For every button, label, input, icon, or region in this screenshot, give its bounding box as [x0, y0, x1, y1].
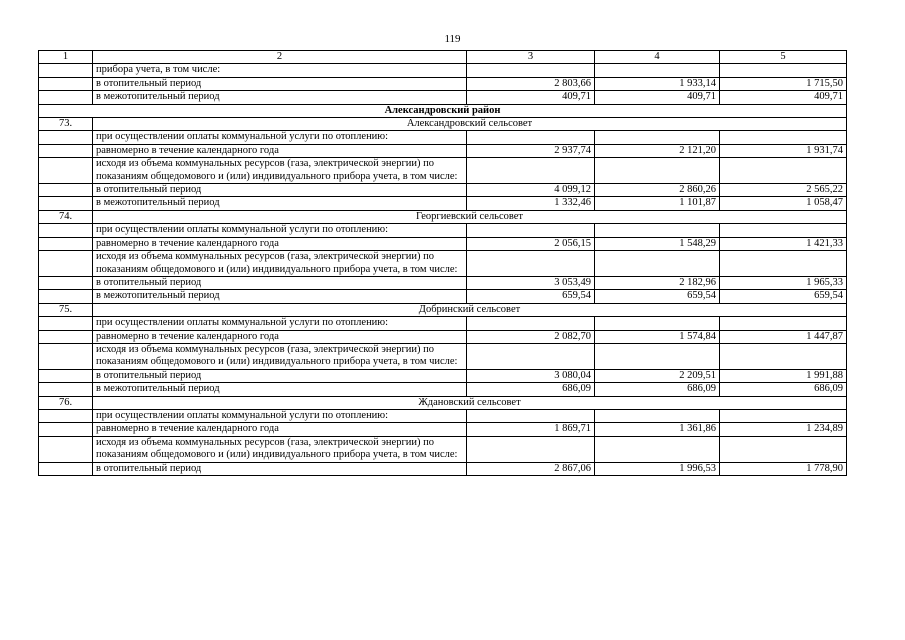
row-label: в отопительный период: [93, 276, 467, 289]
value-col-5: [720, 251, 847, 277]
row-label: в отопительный период: [93, 369, 467, 382]
row-label: исходя из объема коммунальных ресурсов (газа, электрической энергии) по показаниям общедомового и (или) индивидуального прибора учета, в том числе:: [93, 343, 467, 369]
row-label: в межотопительный период: [93, 91, 467, 104]
value-col-4: 1 101,87: [595, 197, 720, 210]
column-header-2: 2: [93, 51, 467, 64]
page-number: 119: [444, 33, 461, 45]
council-name: Ждановский сельсовет: [93, 396, 847, 409]
value-col-4: 1 548,29: [595, 237, 720, 250]
value-col-4: 1 933,14: [595, 77, 720, 90]
value-col-3: [467, 64, 595, 77]
row-label: прибора учета, в том числе:: [93, 64, 467, 77]
value-col-4: 2 209,51: [595, 369, 720, 382]
value-col-5: [720, 158, 847, 184]
council-number: 75.: [39, 303, 93, 316]
value-col-3: 2 056,15: [467, 237, 595, 250]
value-col-3: 2 803,66: [467, 77, 595, 90]
value-col-3: 686,09: [467, 383, 595, 396]
value-col-4: 2 121,20: [595, 144, 720, 157]
council-name: Георгиевский сельсовет: [93, 210, 847, 223]
council-number: 73.: [39, 118, 93, 131]
row-number-cell: [39, 317, 93, 330]
district-row: [39, 104, 847, 117]
value-col-5: 1 965,33: [720, 276, 847, 289]
row-label: в межотопительный период: [93, 197, 467, 210]
row-number-cell: [39, 369, 93, 382]
value-col-3: [467, 224, 595, 237]
value-col-3: [467, 131, 595, 144]
table-row: [39, 317, 847, 330]
value-col-3: 2 937,74: [467, 144, 595, 157]
table-row: [39, 383, 847, 396]
tariff-table: [38, 50, 847, 476]
row-number-cell: [39, 330, 93, 343]
table-row: [39, 330, 847, 343]
value-col-5: [720, 224, 847, 237]
row-label: равномерно в течение календарного года: [93, 330, 467, 343]
district-heading: Александровский район: [39, 104, 847, 117]
row-number-cell: [39, 436, 93, 462]
council-name: Александровский сельсовет: [93, 118, 847, 131]
row-label: при осуществлении оплаты коммунальной услуги по отоплению:: [93, 224, 467, 237]
value-col-3: [467, 409, 595, 422]
value-col-5: [720, 436, 847, 462]
tariff-table-body: [39, 51, 847, 476]
column-header-4: 4: [595, 51, 720, 64]
row-number-cell: [39, 144, 93, 157]
value-col-4: [595, 64, 720, 77]
row-label: в отопительный период: [93, 77, 467, 90]
value-col-4: [595, 131, 720, 144]
value-col-4: [595, 409, 720, 422]
row-number-cell: [39, 237, 93, 250]
value-col-5: 1 421,33: [720, 237, 847, 250]
table-row: [39, 409, 847, 422]
value-col-3: 3 053,49: [467, 276, 595, 289]
row-label: исходя из объема коммунальных ресурсов (газа, электрической энергии) по показаниям общедомового и (или) индивидуального прибора учета, в том числе:: [93, 251, 467, 277]
table-row: [39, 290, 847, 303]
row-label: исходя из объема коммунальных ресурсов (газа, электрической энергии) по показаниям общедомового и (или) индивидуального прибора учета, в том числе:: [93, 158, 467, 184]
row-number-cell: [39, 91, 93, 104]
value-col-3: 2 867,06: [467, 462, 595, 475]
table-row: [39, 158, 847, 184]
table-row: [39, 224, 847, 237]
value-col-4: [595, 224, 720, 237]
table-row: [39, 436, 847, 462]
table-row: [39, 276, 847, 289]
row-number-cell: [39, 197, 93, 210]
value-col-3: [467, 317, 595, 330]
column-header-3: 3: [467, 51, 595, 64]
value-col-4: [595, 317, 720, 330]
value-col-4: [595, 158, 720, 184]
row-number-cell: [39, 290, 93, 303]
table-row: [39, 77, 847, 90]
council-header-row: [39, 118, 847, 131]
table-row: [39, 237, 847, 250]
value-col-3: 659,54: [467, 290, 595, 303]
value-col-5: [720, 131, 847, 144]
value-col-3: 4 099,12: [467, 184, 595, 197]
row-number-cell: [39, 224, 93, 237]
table-row: [39, 131, 847, 144]
row-number-cell: [39, 462, 93, 475]
row-label: при осуществлении оплаты коммунальной услуги по отоплению:: [93, 409, 467, 422]
value-col-5: 1 778,90: [720, 462, 847, 475]
council-number: 74.: [39, 210, 93, 223]
value-col-4: [595, 436, 720, 462]
value-col-3: 1 332,46: [467, 197, 595, 210]
value-col-4: 2 182,96: [595, 276, 720, 289]
row-label: при осуществлении оплаты коммунальной услуги по отоплению:: [93, 317, 467, 330]
table-row: [39, 144, 847, 157]
council-header-row: [39, 396, 847, 409]
value-col-3: 2 082,70: [467, 330, 595, 343]
value-col-4: 686,09: [595, 383, 720, 396]
table-row: [39, 184, 847, 197]
council-header-row: [39, 210, 847, 223]
value-col-3: 1 869,71: [467, 423, 595, 436]
value-col-5: 1 715,50: [720, 77, 847, 90]
row-number-cell: [39, 383, 93, 396]
council-number: 76.: [39, 396, 93, 409]
value-col-4: 1 361,86: [595, 423, 720, 436]
value-col-4: 659,54: [595, 290, 720, 303]
table-row: [39, 251, 847, 277]
table-row: [39, 91, 847, 104]
row-label: равномерно в течение календарного года: [93, 237, 467, 250]
column-header-row: [39, 51, 847, 64]
value-col-3: 3 080,04: [467, 369, 595, 382]
council-header-row: [39, 303, 847, 316]
table-row: [39, 369, 847, 382]
value-col-5: 686,09: [720, 383, 847, 396]
row-label: в отопительный период: [93, 462, 467, 475]
row-number-cell: [39, 276, 93, 289]
value-col-5: 1 058,47: [720, 197, 847, 210]
row-label: равномерно в течение календарного года: [93, 144, 467, 157]
row-label: в межотопительный период: [93, 290, 467, 303]
value-col-3: [467, 343, 595, 369]
row-label: в отопительный период: [93, 184, 467, 197]
table-row: [39, 343, 847, 369]
value-col-5: 2 565,22: [720, 184, 847, 197]
value-col-4: [595, 343, 720, 369]
value-col-5: 1 234,89: [720, 423, 847, 436]
value-col-4: [595, 251, 720, 277]
value-col-4: 2 860,26: [595, 184, 720, 197]
value-col-4: 1 574,84: [595, 330, 720, 343]
value-col-3: 409,71: [467, 91, 595, 104]
row-number-cell: [39, 77, 93, 90]
value-col-3: [467, 436, 595, 462]
value-col-3: [467, 158, 595, 184]
row-number-cell: [39, 409, 93, 422]
table-row: [39, 197, 847, 210]
value-col-3: [467, 251, 595, 277]
row-label: равномерно в течение календарного года: [93, 423, 467, 436]
table-row: [39, 423, 847, 436]
row-label: в межотопительный период: [93, 383, 467, 396]
value-col-5: 1 991,88: [720, 369, 847, 382]
value-col-5: [720, 409, 847, 422]
row-number-cell: [39, 251, 93, 277]
column-header-1: 1: [39, 51, 93, 64]
column-header-5: 5: [720, 51, 847, 64]
value-col-5: 1 447,87: [720, 330, 847, 343]
row-number-cell: [39, 64, 93, 77]
row-number-cell: [39, 343, 93, 369]
row-label: исходя из объема коммунальных ресурсов (газа, электрической энергии) по показаниям общедомового и (или) индивидуального прибора учета, в том числе:: [93, 436, 467, 462]
row-number-cell: [39, 423, 93, 436]
council-name: Добринский сельсовет: [93, 303, 847, 316]
value-col-4: 409,71: [595, 91, 720, 104]
value-col-5: [720, 64, 847, 77]
value-col-5: 1 931,74: [720, 144, 847, 157]
table-row: [39, 64, 847, 77]
value-col-5: [720, 317, 847, 330]
value-col-4: 1 996,53: [595, 462, 720, 475]
row-number-cell: [39, 131, 93, 144]
row-number-cell: [39, 184, 93, 197]
value-col-5: 409,71: [720, 91, 847, 104]
row-number-cell: [39, 158, 93, 184]
row-label: при осуществлении оплаты коммунальной услуги по отоплению:: [93, 131, 467, 144]
table-row: [39, 462, 847, 475]
value-col-5: [720, 343, 847, 369]
value-col-5: 659,54: [720, 290, 847, 303]
